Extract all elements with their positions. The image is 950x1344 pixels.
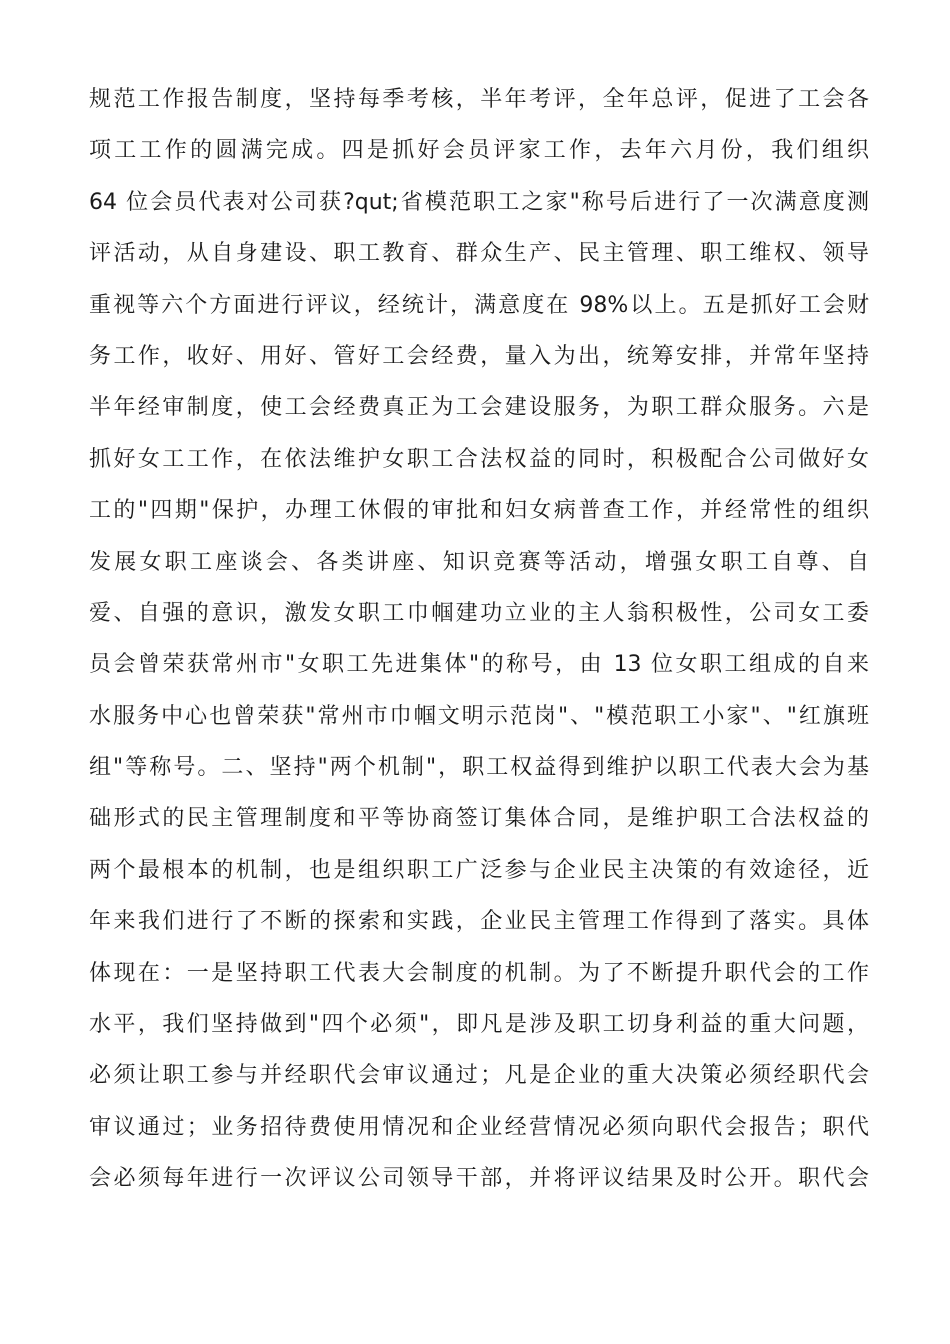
text-line: 爱、自强的意识，激发女职工巾帼建功立业的主人翁积极性，公司女工委 [89, 600, 869, 626]
text-line: 组"等称号。二、坚持"两个机制"，职工权益得到维护以职工代表大会为基 [89, 755, 869, 781]
text-line: 审议通过；业务招待费使用情况和企业经营情况必须向职代会报告；职代 [89, 1114, 869, 1140]
text-line: 水服务中心也曾荣获"常州市巾帼文明示范岗"、"模范职工小家"、"红旗班 [89, 703, 869, 729]
text-line: 规范工作报告制度，坚持每季考核，半年考评，全年总评，促进了工会各 [89, 87, 869, 112]
text-line: 年来我们进行了不断的探索和实践，企业民主管理工作得到了落实。具体 [89, 909, 869, 935]
text-line: 员会曾荣获常州市"女职工先进集体"的称号，由 13 位女职工组成的自来 [89, 652, 869, 678]
text-line: 水平，我们坚持做到"四个必须"，即凡是涉及职工切身利益的重大问题， [89, 1012, 869, 1038]
text-line: 工的"四期"保护，办理工休假的审批和妇女病普查工作，并经常性的组织 [89, 498, 869, 524]
text-line: 抓好女工工作，在依法维护女职工合法权益的同时，积极配合公司做好女 [89, 446, 869, 472]
text-line: 半年经审制度，使工会经费真正为工会建设服务，为职工群众服务。六是 [89, 395, 869, 421]
body-text [89, 74, 869, 1205]
text-line: 发展女职工座谈会、各类讲座、知识竞赛等活动，增强女职工自尊、自 [89, 549, 869, 575]
text-line: 务工作，收好、用好、管好工会经费，量入为出，统筹安排，并常年坚持 [89, 343, 869, 369]
text-line: 会必须每年进行一次评议公司领导干部，并将评议结果及时公开。职代会 [89, 1166, 869, 1192]
text-line: 重视等六个方面进行评议，经统计，满意度在 98%以上。五是抓好工会财 [89, 292, 869, 318]
text-line: 项工工作的圆满完成。四是抓好会员评家工作，去年六月份，我们组织 [89, 138, 869, 164]
text-line: 体现在：一是坚持职工代表大会制度的机制。为了不断提升职代会的工作 [89, 960, 869, 986]
text-line: 64 位会员代表对公司获?qut;省模范职工之家"称号后进行了一次满意度测 [89, 189, 869, 215]
text-line: 评活动，从自身建设、职工教育、群众生产、民主管理、职工维权、领导 [89, 241, 869, 267]
text-line: 两个最根本的机制，也是组织职工广泛参与企业民主决策的有效途径，近 [89, 857, 869, 883]
text-line: 必须让职工参与并经职代会审议通过；凡是企业的重大决策必须经职代会 [89, 1063, 869, 1089]
text-line: 础形式的民主管理制度和平等协商签订集体合同，是维护职工合法权益的 [89, 806, 869, 832]
